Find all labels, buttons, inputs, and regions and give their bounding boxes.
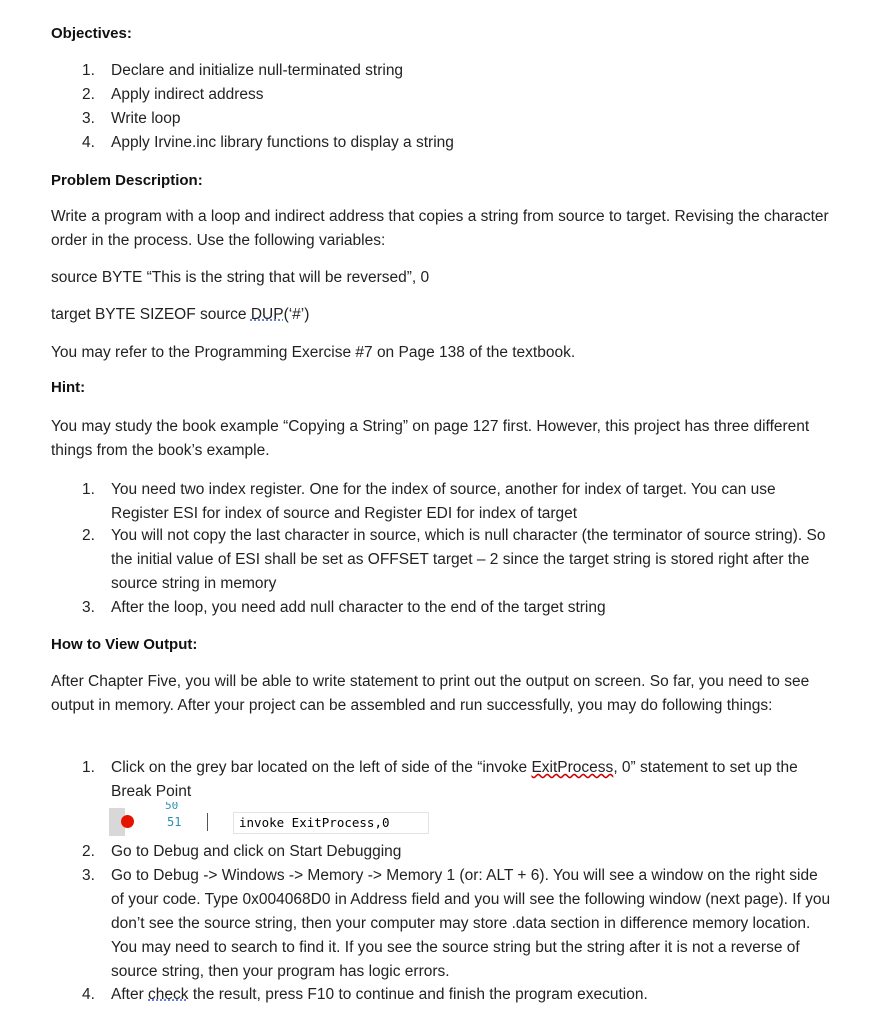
target-text-c: (‘#’) [283, 306, 310, 323]
list-text: You need two index register. One for the index of source, another for index of target. You can use Register ESI for index of source and Register EDI for index of target [111, 481, 776, 522]
problem-heading: Problem Description: [51, 172, 203, 189]
text-part: the result, press F10 to continue and finish the program execution. [188, 986, 648, 1003]
list-number: 3. [82, 867, 95, 884]
previous-line-number: 50 [165, 802, 179, 810]
text-part: , 0” statement to set up the Break Point [111, 759, 798, 800]
list-number: 3. [82, 110, 95, 127]
output-heading: How to View Output: [51, 636, 198, 653]
list-text [111, 983, 831, 1007]
list-text: Write loop [111, 110, 181, 127]
code-line[interactable]: invoke ExitProcess,0 [239, 815, 390, 830]
list-text: Declare and initialize null-terminated string [111, 62, 404, 79]
problem-paragraph: Write a program with a loop and indirect address that copies a string from source to target. Revising the character order in the process. Use the following variables: [51, 208, 829, 249]
text-part: After [111, 986, 149, 1003]
hint-heading: Hint: [51, 379, 86, 396]
text-cursor [207, 813, 208, 831]
target-declaration [51, 303, 841, 327]
list-number: 3. [82, 599, 95, 616]
list-number: 1. [82, 759, 95, 776]
refer-paragraph: You may refer to the Programming Exercise #7 on Page 138 of the textbook. [51, 344, 576, 361]
list-number: 4. [82, 134, 95, 151]
text-part: Click on the grey bar located on the left of side of the “invoke [111, 759, 532, 776]
list-text: Go to Debug -> Windows -> Memory -> Memory 1 (or: ALT + 6). You will see a window on the right side of your code. Type 0x004068D0 in Address field and you will see the following window (next page). If you don’t see the source string, then your computer may store .data section in difference memory location. You may need to search to find it. If you see the source string but the string after it is not a reverse of source string, then your program has logic errors. [111, 867, 831, 980]
list-text: Go to Debug and click on Start Debugging [111, 843, 402, 860]
breakpoint-icon[interactable] [121, 815, 134, 828]
list-text: You will not copy the last character in source, which is null character (the terminator of source string). So the initial value of ESI shall be set as OFFSET target – 2 since the target string is stored right after the source string in memory [111, 527, 826, 592]
target-text-a: target BYTE SIZEOF source [51, 306, 251, 323]
output-intro: After Chapter Five, you will be able to write statement to print out the output on screen. So far, you need to see output in memory. After your project can be assembled and run successfully, you may do following things: [51, 673, 810, 714]
list-number: 2. [82, 527, 95, 544]
code-editor-snippet [109, 802, 427, 836]
target-dup: DUP [250, 306, 284, 323]
list-text: Apply indirect address [111, 86, 264, 103]
list-number: 1. [82, 481, 95, 498]
list-text: After the loop, you need add null character to the end of the target string [111, 599, 606, 616]
list-number: 1. [82, 62, 95, 79]
list-number: 2. [82, 86, 95, 103]
hint-intro: You may study the book example “Copying a String” on page 127 first. However, this project has three different things from the book’s example. [51, 418, 810, 459]
objectives-heading: Objectives: [51, 25, 132, 42]
list-number: 4. [82, 986, 95, 1003]
check-word: check [148, 986, 189, 1003]
source-declaration: source BYTE “This is the string that will be reversed”, 0 [51, 269, 430, 286]
list-text [111, 756, 831, 804]
list-text: Apply Irvine.inc library functions to display a string [111, 134, 454, 151]
list-number: 2. [82, 843, 95, 860]
exitprocess-word: ExitProcess [531, 759, 614, 776]
line-number: 51 [167, 815, 182, 829]
